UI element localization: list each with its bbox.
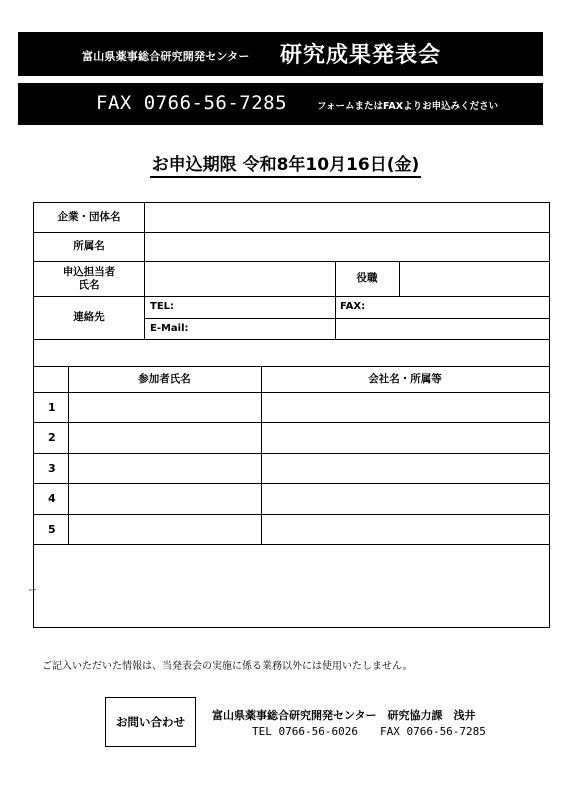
organization-name: 富山県薬事総合研究開発センター bbox=[82, 50, 250, 63]
email-label: E-Mail: bbox=[150, 323, 189, 334]
stray-mark: ー bbox=[28, 586, 38, 596]
row-number: 5 bbox=[48, 523, 56, 536]
tel-label: TEL: bbox=[150, 301, 175, 312]
fax-number: FAX 0766-56-7285 bbox=[96, 92, 288, 114]
row-number: 4 bbox=[48, 492, 56, 505]
row-number: 2 bbox=[48, 431, 56, 444]
inquiry-label-box bbox=[105, 697, 196, 747]
company-dept-header: 会社名・所属等 bbox=[368, 373, 442, 385]
participant-name-header: 参加者氏名 bbox=[138, 373, 191, 385]
deadline: お申込期限 令和8年10月16日(金) bbox=[0, 150, 571, 175]
title-banner bbox=[18, 32, 543, 76]
contact-person-label-1: 申込担当者 bbox=[62, 266, 116, 278]
contact-person-label-2: 氏名 bbox=[78, 279, 100, 291]
fax-note: フォームまたはFAXよりお申込みください bbox=[317, 101, 499, 112]
privacy-notice: ご記入いただいた情報は、当発表会の実施に係る業務以外には使用いたしません。 bbox=[42, 661, 413, 672]
fax-label: FAX: bbox=[340, 301, 366, 312]
row-number: 3 bbox=[48, 462, 56, 475]
contact-label: 連絡先 bbox=[73, 311, 105, 323]
fax-banner bbox=[18, 83, 543, 125]
row-number: 1 bbox=[48, 401, 56, 414]
contact-numbers: TEL 0766-56-6026 FAX 0766-56-7285 bbox=[252, 725, 486, 738]
company-label: 企業・団体名 bbox=[57, 211, 121, 223]
inquiry-label: お問い合わせ bbox=[116, 715, 185, 729]
position-label: 役職 bbox=[356, 272, 378, 284]
contact-organization: 富山県薬事総合研究開発センター 研究協力課 浅井 bbox=[212, 709, 476, 722]
application-form bbox=[33, 202, 550, 628]
event-title: 研究成果発表会 bbox=[280, 43, 442, 68]
department-label: 所属名 bbox=[73, 240, 105, 252]
